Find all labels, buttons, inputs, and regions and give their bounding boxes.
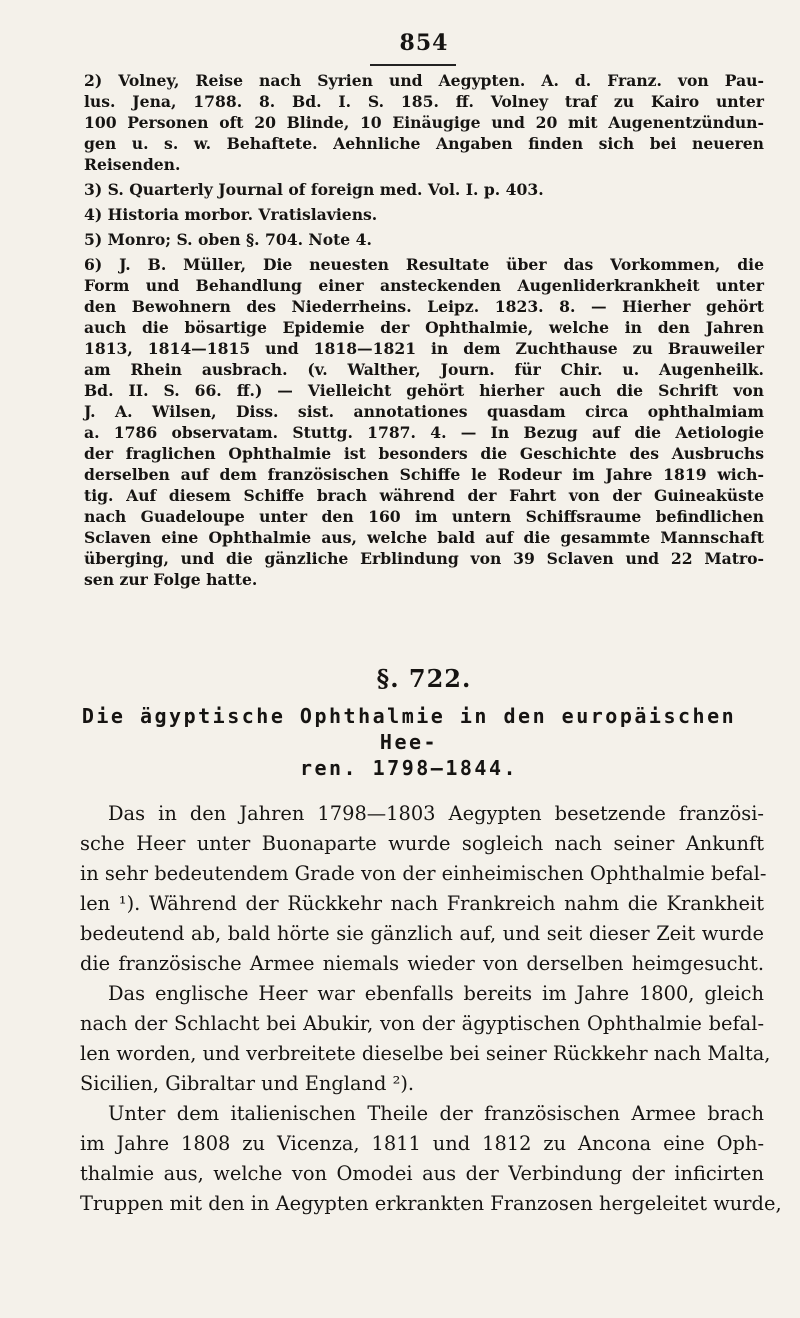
footnote-6 [84, 254, 764, 590]
body-line: len worden, und verbreitete dieselbe bei seiner Rückkehr nach Malta, [80, 1042, 771, 1065]
footnote-line: tig. Auf diesem Schiffe brach während der Fahrt von der Guineaküste [84, 486, 764, 505]
section-title-line: Die ägyptische Ophthalmie in den europäischen Hee- [81, 704, 737, 754]
footnote-line: 5) Monro; S. oben §. 704. Note 4. [84, 230, 372, 249]
footnote-line: auch die bösartige Epidemie der Ophthalmie, welche in den Jahren [84, 318, 764, 337]
body-line: Das englische Heer war ebenfalls bereits im Jahre 1800, gleich [108, 982, 764, 1005]
header-rule [370, 64, 456, 66]
footnote-line: Reisenden. [84, 155, 181, 174]
footnote-4 [84, 204, 764, 225]
footnote-line: derselben auf dem französischen Schiffe le Rodeur im Jahre 1819 wich- [84, 465, 764, 484]
footnote-line: lus. Jena, 1788. 8. Bd. I. S. 185. ff. Volney traf zu Kairo unter [84, 92, 764, 111]
footnote-3 [84, 179, 764, 200]
paragraph-3 [80, 1099, 782, 1219]
footnote-line: a. 1786 observatam. Stuttg. 1787. 4. — In Bezug auf die Aetiologie [84, 423, 764, 442]
section-number: §. 722. [376, 664, 472, 693]
footnote-line: 2) Volney, Reise nach Syrien und Aegypten. A. d. Franz. von Pau- [84, 71, 764, 90]
section-title [54, 703, 764, 781]
body-line: nach der Schlacht bei Abukir, von der ägyptischen Ophthalmie befal- [80, 1012, 764, 1035]
body-line: in sehr bedeutendem Grade von der einheimischen Ophthalmie befal- [80, 862, 767, 885]
body-line: Unter dem italienischen Theile der französischen Armee brach [108, 1102, 764, 1125]
footnotes [84, 70, 764, 590]
body-line: thalmie aus, welche von Omodei aus der Verbindung der inficirten [80, 1162, 764, 1185]
footnote-line: Sclaven eine Ophthalmie aus, welche bald auf die gesammte Mannschaft [84, 528, 764, 547]
body-line: die französische Armee niemals wieder von derselben heimgesucht. [80, 952, 764, 975]
body-line: Truppen mit den in Aegypten erkrankten Franzosen hergeleitet wurde, [80, 1192, 782, 1215]
footnote-line: J. A. Wilsen, Diss. sist. annotationes quasdam circa ophthalmiam [84, 402, 764, 421]
footnote-line: den Bewohnern des Niederrheins. Leipz. 1823. 8. — Hierher gehört [84, 297, 764, 316]
footnote-line: der fraglichen Ophthalmie ist besonders die Geschichte des Ausbruchs [84, 444, 764, 463]
paragraph-1 [80, 799, 767, 979]
body-line: sche Heer unter Buonaparte wurde sogleich nach seiner Ankunft [80, 832, 764, 855]
footnote-line: Form und Behandlung einer ansteckenden Augenliderkrankheit unter [84, 276, 764, 295]
footnote-line: 3) S. Quarterly Journal of foreign med. Vol. I. p. 403. [84, 180, 544, 199]
body-line: bedeutend ab, bald hörte sie gänzlich auf, und seit dieser Zeit wurde [80, 922, 764, 945]
body-line: Das in den Jahren 1798—1803 Aegypten besetzende französi- [108, 802, 764, 825]
body-text [80, 799, 782, 1219]
body-line: len ¹). Während der Rückkehr nach Frankreich nahm die Krankheit [80, 892, 764, 915]
footnote-line: Bd. II. S. 66. ff.) — Vielleicht gehört hierher auch die Schrift von [84, 381, 764, 400]
footnote-line: 4) Historia morbor. Vratislaviens. [84, 205, 378, 224]
footnote-line: sen zur Folge hatte. [84, 570, 258, 589]
footnote-2 [84, 70, 764, 175]
body-line: im Jahre 1808 zu Vicenza, 1811 und 1812 zu Ancona eine Oph- [80, 1132, 764, 1155]
body-line: Sicilien, Gibraltar und England ²). [80, 1072, 415, 1095]
footnote-line: am Rhein ausbrach. (v. Walther, Journ. für Chir. u. Augenheilk. [84, 360, 764, 379]
footnote-line: nach Guadeloupe unter den 160 im untern Schiffsraume befindlichen [84, 507, 764, 526]
paragraph-2 [80, 979, 771, 1099]
section-title-line: ren. 1798—1844. [299, 756, 519, 780]
footnote-line: 100 Personen oft 20 Blinde, 10 Einäugige und 20 mit Augenentzündun- [84, 113, 764, 132]
footnote-line: gen u. s. w. Behaftete. Aehnliche Angaben finden sich bei neueren [84, 134, 764, 153]
page-number: 854 [399, 30, 449, 56]
footnote-line: überging, und die gänzliche Erblindung von 39 Sclaven und 22 Matro- [84, 549, 764, 568]
footnote-line: 6) J. B. Müller, Die neuesten Resultate über das Vorkommen, die [84, 255, 764, 274]
footnote-line: 1813, 1814—1815 und 1818—1821 in dem Zuchthause zu Brauweiler [84, 339, 764, 358]
footnote-5 [84, 229, 764, 250]
